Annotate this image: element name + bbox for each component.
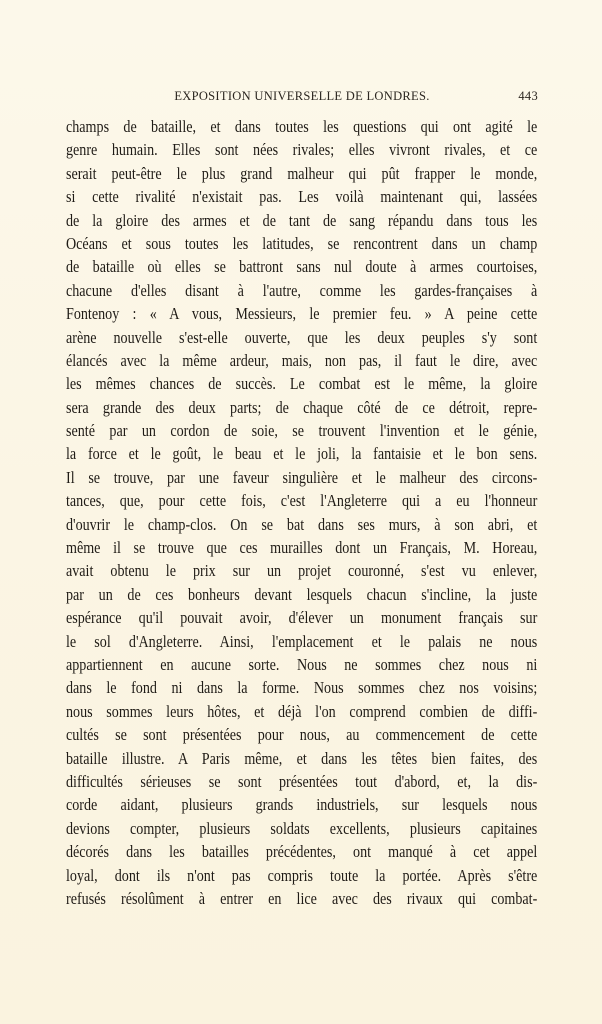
running-title: EXPOSITION UNIVERSELLE DE LONDRES. bbox=[174, 89, 430, 103]
text-line: Fontenoy : « A vous, Messieurs, le premier feu. » A peine cette bbox=[66, 304, 538, 324]
text-line: la force et le goût, le beau et le joli, la fantaisie et le bon sens. bbox=[66, 444, 538, 464]
text-line: nous sommes leurs hôtes, et déjà l'on comprend combien de diffi- bbox=[66, 701, 538, 721]
text-line: appartiennent en aucune sorte. Nous ne sommes chez nous ni bbox=[66, 654, 538, 674]
body-text bbox=[66, 115, 538, 910]
text-line: décorés dans les batailles précédentes, ont manqué à cet appel bbox=[66, 842, 538, 862]
text-line: élancés avec la même ardeur, mais, non pas, il faut le dire, avec bbox=[66, 350, 538, 370]
text-line: cultés se sont présentées pour nous, au commencement de cette bbox=[66, 725, 538, 745]
text-line: corde aidant, plusieurs grands industriels, sur lesquels nous bbox=[66, 795, 538, 815]
text-line: de bataille où elles se battront sans nul doute à armes courtoises, bbox=[66, 257, 538, 277]
text-line: si cette rivalité n'existait pas. Les voilà maintenant qui, lassées bbox=[66, 187, 538, 207]
text-line: loyal, dont ils n'ont pas compris toute la portée. Après s'être bbox=[66, 865, 538, 885]
text-line: senté par un cordon de soie, se trouvent l'invention et le génie, bbox=[66, 421, 538, 441]
page-number: 443 bbox=[518, 89, 538, 103]
text-line: Il se trouve, par une faveur singulière et le malheur des circons- bbox=[66, 467, 538, 487]
text-line: Océans et sous toutes les latitudes, se rencontrent dans un champ bbox=[66, 233, 538, 253]
page-header bbox=[66, 89, 538, 107]
text-line: dans le fond ni dans la forme. Nous sommes chez nos voisins; bbox=[66, 678, 538, 698]
text-line: difficultés sérieuses se sont présentées tout d'abord, et, la dis- bbox=[66, 771, 538, 791]
text-line: serait peut-être le plus grand malheur qui pût frapper le monde, bbox=[66, 163, 538, 183]
text-line: avait obtenu le prix sur un projet couronné, s'est vu enlever, bbox=[66, 561, 538, 581]
text-line: les mêmes chances de succès. Le combat est le même, la gloire bbox=[66, 374, 538, 394]
text-line: de la gloire des armes et de tant de sang répandu dans tous les bbox=[66, 210, 538, 230]
text-line: bataille illustre. A Paris même, et dans les têtes bien faites, des bbox=[66, 748, 538, 768]
text-line: champs de bataille, et dans toutes les questions qui ont agité le bbox=[66, 117, 538, 136]
text-line: espérance qu'il pouvait avoir, d'élever un monument français sur bbox=[66, 608, 538, 628]
text-line: d'ouvrir le champ-clos. On se bat dans ses murs, à son abri, et bbox=[66, 514, 538, 534]
text-line: chacune d'elles disant à l'autre, comme les gardes-françaises à bbox=[66, 280, 538, 300]
text-line: refusés résolûment à entrer en lice avec des rivaux qui combat- bbox=[66, 888, 538, 908]
text-line: sera grande des deux parts; de chaque côté de ce détroit, repre- bbox=[66, 397, 538, 417]
text-line: tances, que, pour cette fois, c'est l'Angleterre qui a eu l'honneur bbox=[66, 491, 538, 511]
text-line: même il se trouve que ces murailles dont un Français, M. Horeau, bbox=[66, 538, 538, 558]
text-line: devions compter, plusieurs soldats excellents, plusieurs capitaines bbox=[66, 818, 538, 838]
text-line: arène nouvelle s'est-elle ouverte, que les deux peuples s'y sont bbox=[66, 327, 538, 347]
text-line: genre humain. Elles sont nées rivales; elles vivront rivales, et ce bbox=[66, 140, 538, 160]
text-line: par un de ces bonheurs devant lesquels chacun s'incline, la juste bbox=[66, 584, 538, 604]
text-line: le sol d'Angleterre. Ainsi, l'emplacement et le palais ne nous bbox=[66, 631, 538, 651]
